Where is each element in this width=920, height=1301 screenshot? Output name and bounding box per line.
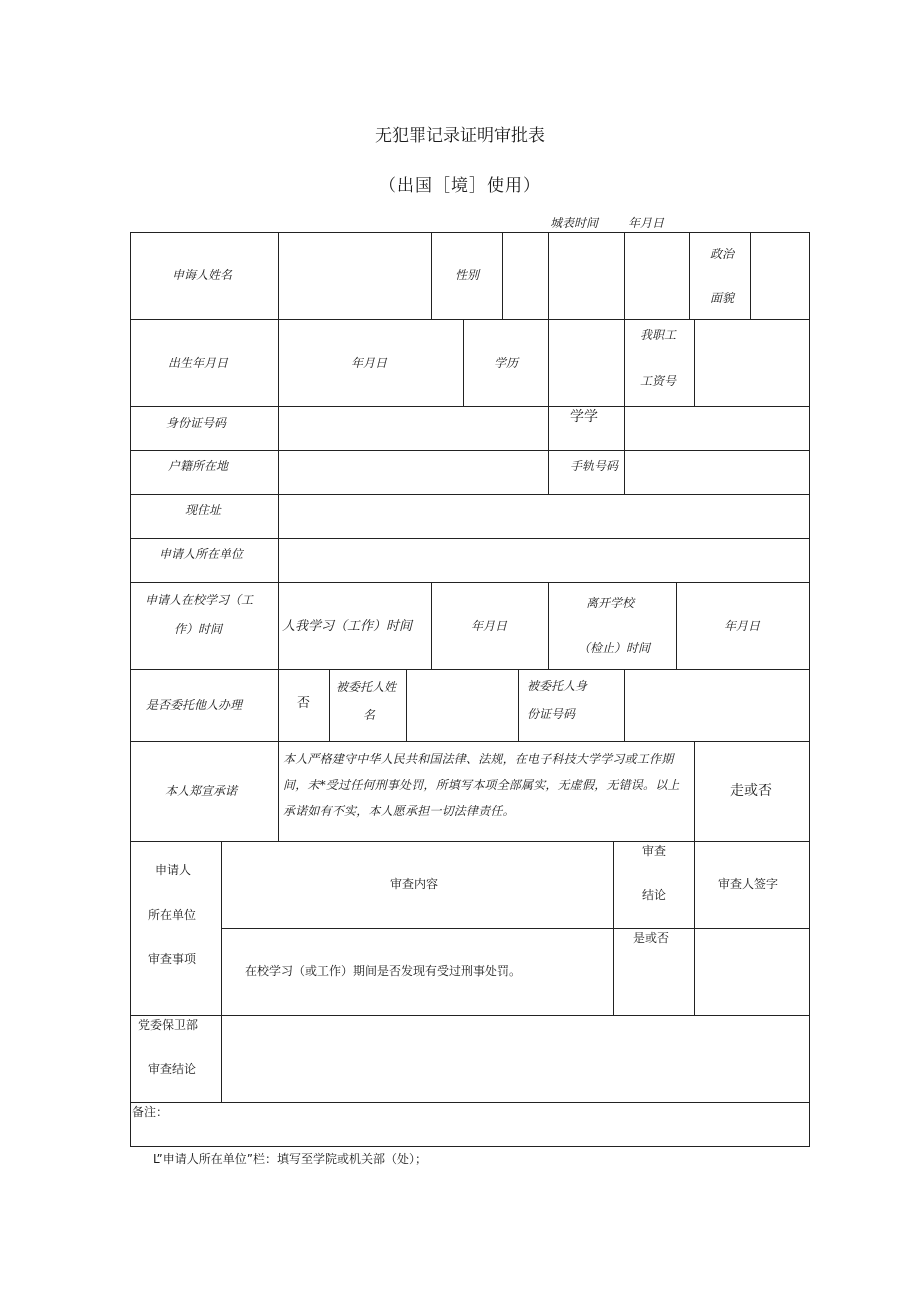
row-divider xyxy=(130,841,810,842)
enter-time-value: 年月日 xyxy=(471,619,508,633)
leave-time-label-1: 离开学校 xyxy=(586,596,635,610)
column-divider xyxy=(548,582,549,670)
study-period-label-1: 申请人在校学习（工 xyxy=(145,593,254,607)
trustee-id-label-1: 被委托人身 xyxy=(527,679,588,693)
remark-label: 备注： xyxy=(132,1105,169,1119)
review-conclusion-header-2: 结论 xyxy=(642,888,667,902)
review-side-label-2: 所在单位 xyxy=(148,908,197,922)
security-dept-label-1: 党委保卫部 xyxy=(138,1018,199,1032)
column-divider xyxy=(689,232,690,320)
row-divider xyxy=(130,1102,810,1103)
column-divider xyxy=(624,406,625,495)
political-status-label-1: 政治 xyxy=(710,247,735,261)
row-divider xyxy=(130,538,810,539)
column-divider xyxy=(518,669,519,742)
trustee-id-label-2: 份证号码 xyxy=(527,707,576,721)
applicant-name-label: 申诲人姓名 xyxy=(172,268,233,282)
row-divider xyxy=(130,582,810,583)
review-content-header: 审查内容 xyxy=(390,877,439,891)
column-divider xyxy=(431,582,432,670)
row-divider xyxy=(130,741,810,742)
political-status-label-2: 面貌 xyxy=(710,291,735,305)
mobile-label: 手轨号码 xyxy=(570,459,619,473)
page-subtitle: （出国［境］使用） xyxy=(379,176,541,196)
page-title: 无犯罪记录证明审批表 xyxy=(375,126,545,146)
staff-number-label-1: 我职工 xyxy=(640,328,677,342)
table-border-bottom xyxy=(130,1146,810,1147)
staff-number-label-2: 工资号 xyxy=(640,374,677,388)
entrust-label: 是否委托他人办理 xyxy=(146,698,243,712)
education-label: 学历 xyxy=(494,356,519,370)
review-item-value: 是或否 xyxy=(633,931,670,945)
commitment-value: 走或否 xyxy=(730,783,772,799)
security-dept-label-2: 审查结论 xyxy=(148,1062,197,1076)
trustee-name-label-1: 被委托人姓 xyxy=(336,680,397,694)
entrust-value: 否 xyxy=(297,696,311,711)
leave-time-value: 年月日 xyxy=(724,619,761,633)
row-divider xyxy=(130,669,810,670)
row-divider xyxy=(130,319,810,320)
row-divider xyxy=(221,928,810,929)
column-divider xyxy=(278,232,279,842)
column-divider xyxy=(406,669,407,742)
fill-date-value: 年月日 xyxy=(628,216,665,230)
table-border-right xyxy=(809,232,810,1147)
fill-date-label: 城表时间 xyxy=(550,216,599,230)
column-divider xyxy=(463,319,464,407)
review-side-label-1: 申请人 xyxy=(155,863,192,877)
birth-date-value: 年月日 xyxy=(351,356,388,370)
current-address-label: 现住址 xyxy=(185,503,222,517)
column-divider xyxy=(676,582,677,670)
column-divider xyxy=(694,319,695,407)
row-divider xyxy=(130,450,810,451)
enter-time-label: 人我学习（工作）时间 xyxy=(282,619,413,634)
leave-time-label-2: （检止）时间 xyxy=(578,641,651,655)
household-label: 户籍所在地 xyxy=(168,459,229,473)
column-divider xyxy=(750,232,751,320)
column-divider xyxy=(694,841,695,1016)
column-divider xyxy=(548,319,549,407)
commitment-text: 本人严格建守中华人民共和国法律、法规，在电子科技大学学习或工作期间，未*受过任何刑事处罚，所填写本项全部属实，无虚假，无错误。以上承诺如有不实，本人愿承担一切法律责任。 xyxy=(283,752,680,818)
reviewer-signature-header: 审查人签字 xyxy=(718,877,779,891)
column-divider xyxy=(502,232,503,320)
row-divider xyxy=(130,406,810,407)
row-divider xyxy=(130,494,810,495)
column-divider xyxy=(548,232,549,320)
column-divider xyxy=(694,741,695,842)
commitment-label: 本人郑宣承诺 xyxy=(165,784,238,798)
study-period-label-2: 作）时间 xyxy=(174,622,223,636)
applicant-unit-label: 申请人所在单位 xyxy=(159,547,244,561)
review-conclusion-header-1: 审查 xyxy=(642,844,667,858)
column-divider xyxy=(624,319,625,407)
gender-label: 性别 xyxy=(455,268,480,282)
id-number-label: 身份证号码 xyxy=(166,416,227,430)
trustee-name-label-2: 名 xyxy=(363,708,376,722)
column-divider xyxy=(624,669,625,742)
review-side-label-3: 审查事项 xyxy=(148,952,197,966)
review-item-text: 在校学习（或工作）期间是否发现有受过刑事处罚。 xyxy=(245,964,522,978)
birth-date-label: 出生年月日 xyxy=(168,356,229,370)
column-divider xyxy=(431,232,432,320)
table-border-top xyxy=(130,232,810,233)
table-border-left xyxy=(130,232,131,1147)
column-divider xyxy=(613,841,614,1016)
column-divider xyxy=(548,406,549,495)
column-divider xyxy=(624,232,625,320)
footnote: L”申请人所在单位”栏：填写至学院或机关部（处）； xyxy=(153,1152,427,1166)
column-divider xyxy=(329,669,330,742)
column-divider xyxy=(221,841,222,1103)
row-divider xyxy=(130,1015,810,1016)
student-number-label: 学学 xyxy=(570,409,598,425)
